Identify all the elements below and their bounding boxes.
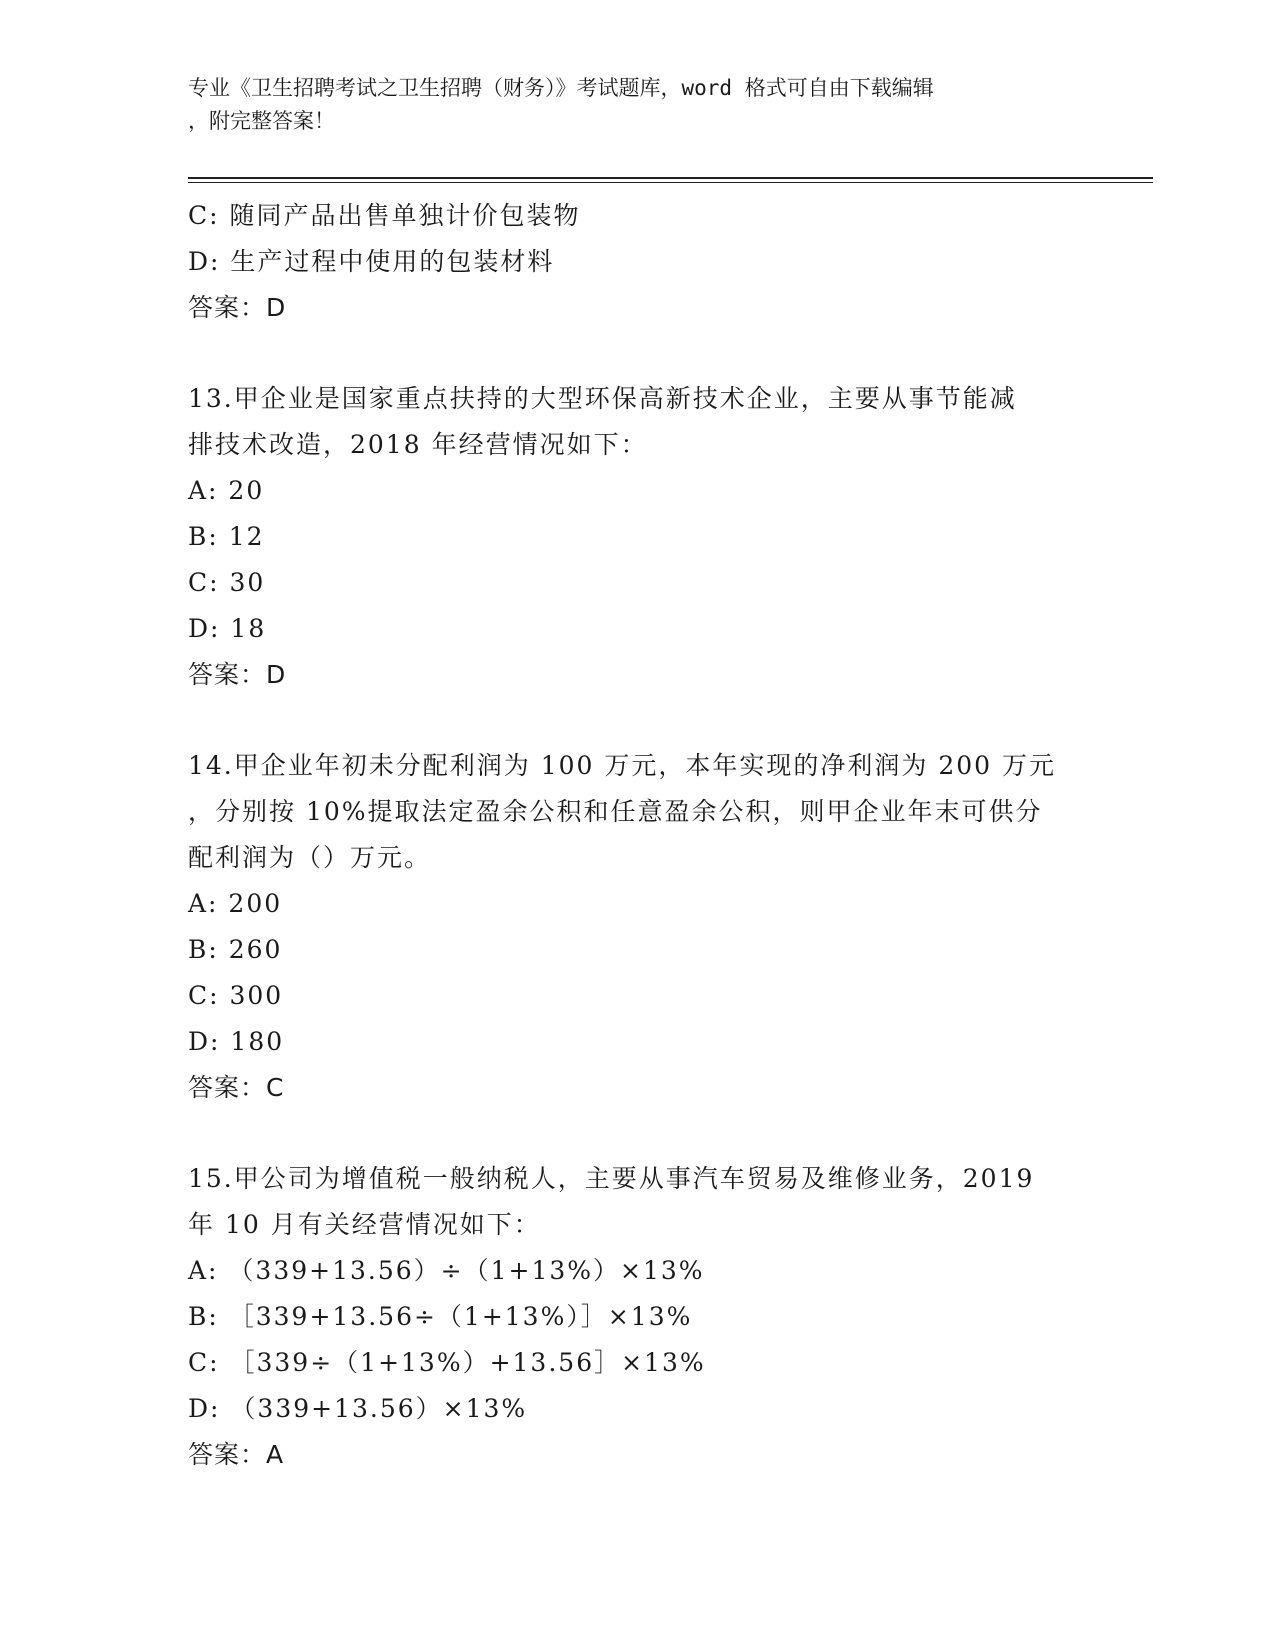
question-13 — [188, 376, 1088, 698]
option-a: A: 200 — [188, 889, 283, 918]
header-divider-thin — [188, 182, 1153, 183]
question-stem-line: 配利润为（）万元。 — [188, 843, 432, 872]
question-stem-line: 15.甲公司为增值税一般纳税人，主要从事汽车贸易及维修业务，2019 — [188, 1164, 1035, 1193]
option-b: B: ［339+13.56÷（1+13%）］×13% — [188, 1302, 693, 1331]
header-line-1: 专业《卫生招聘考试之卫生招聘（财务）》考试题库，word 格式可自由下载编辑 — [188, 76, 934, 100]
option-a: A: （339+13.56）÷（1+13%）×13% — [188, 1256, 705, 1285]
answer-line: 答案：D — [188, 660, 287, 689]
header-line-2: ，附完整答案！ — [188, 109, 335, 133]
question-stem-line: ，分别按 10%提取法定盈余公积和任意盈余公积，则甲企业年末可供分 — [188, 797, 1043, 826]
answer-line: 答案：A — [188, 1440, 285, 1469]
answer-line: 答案：D — [188, 293, 287, 322]
question-stem-line: 14.甲企业年初未分配利润为 100 万元，本年实现的净利润为 200 万元 — [188, 751, 1056, 780]
header-divider-thick — [188, 177, 1153, 179]
option-b: B: 12 — [188, 522, 265, 551]
option-d: D: 18 — [188, 614, 267, 643]
answer-line: 答案：C — [188, 1073, 285, 1102]
continued-question — [188, 193, 1088, 331]
option-a: A: 20 — [188, 476, 265, 505]
question-content — [188, 193, 1088, 1478]
spacer — [188, 698, 1088, 743]
option-c: C: ［339÷（1+13%）+13.56］×13% — [188, 1348, 706, 1377]
question-stem-line: 排技术改造，2018 年经营情况如下： — [188, 430, 648, 459]
document-header — [188, 72, 1088, 138]
option-d: D: 180 — [188, 1027, 285, 1056]
question-15 — [188, 1156, 1088, 1478]
question-stem-line: 年 10 月有关经营情况如下： — [188, 1210, 541, 1239]
question-stem-line: 13.甲企业是国家重点扶持的大型环保高新技术企业，主要从事节能减 — [188, 384, 1017, 413]
option-b: B: 260 — [188, 935, 283, 964]
option-c: C: 30 — [188, 568, 266, 597]
option-c: C: 随同产品出售单独计价包装物 — [188, 201, 581, 230]
option-d: D: 生产过程中使用的包装材料 — [188, 247, 555, 276]
spacer — [188, 1111, 1088, 1156]
question-14 — [188, 743, 1088, 1111]
option-d: D: （339+13.56）×13% — [188, 1394, 528, 1423]
spacer — [188, 331, 1088, 376]
option-c: C: 300 — [188, 981, 284, 1010]
